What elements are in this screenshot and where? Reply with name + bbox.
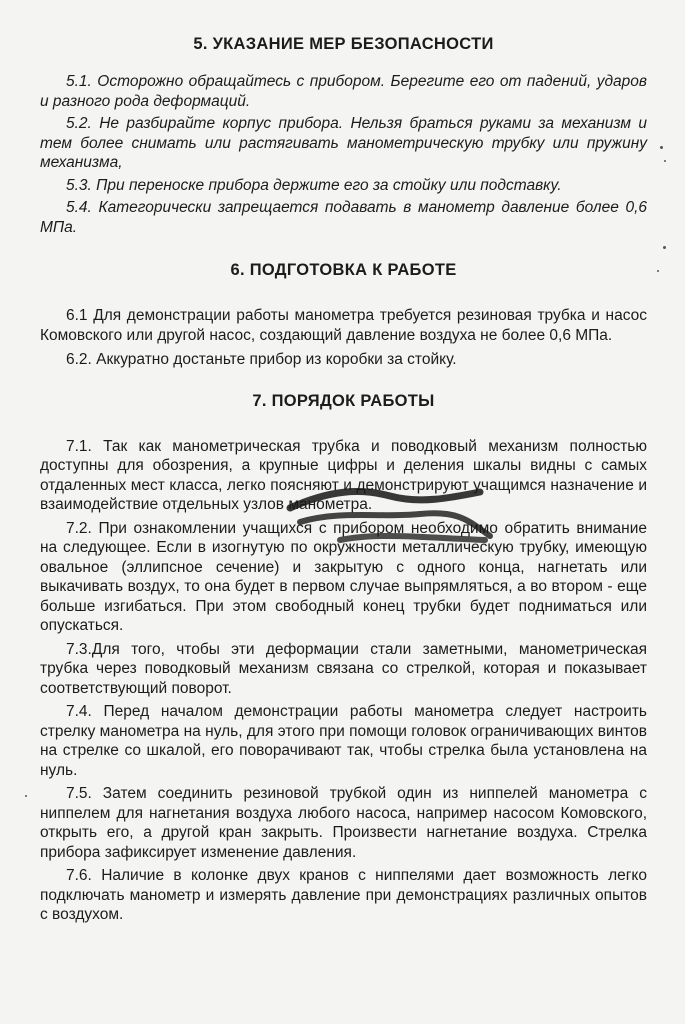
section-body-procedure — [40, 437, 647, 925]
scan-speck — [657, 270, 659, 272]
paragraph-7-2: 7.2. При ознакомлении учащихся с прибором необходимо обратить внимание на следующее. Если в изогнутую по окружности металлическую трубку, имеющую овальное (эллипсное сечение) и закрытую с одного конца, нагнетать или выкачивать воздух, то она будет в первом случае выпрямляться, а во втором - еще больше изгибаться. При этом свободный конец трубки будет подниматься или опускаться. — [40, 519, 647, 634]
scan-speck — [660, 146, 663, 149]
paragraph-6-2: 6.2. Аккуратно достаньте прибор из коробки за стойку. — [66, 351, 457, 368]
scan-speck — [663, 246, 666, 249]
section-heading-preparation: 6. ПОДГОТОВКА К РАБОТЕ — [230, 261, 457, 279]
paragraph-5-1: 5.1. Осторожно обращайтесь с прибором. Берегите его от падений, ударов и разного рода деформаций. — [40, 73, 647, 110]
paragraph-7-6: 7.6. Наличие в колонке двух кранов с ниппелями дает возможность легко подключать манометр и измерять давление при демонстрациях различных опытов с воздухом. — [40, 867, 647, 923]
section-body-safety — [40, 72, 647, 237]
section-body-preparation — [40, 306, 647, 370]
paragraph-5-2: 5.2. Не разбирайте корпус прибора. Нельзя браться руками за механизм и тем более снимать или растягивать манометрическую трубку или пружину механизма, — [40, 115, 647, 171]
paragraph-7-1: 7.1. Так как манометрическая трубка и поводковый механизм полностью доступны для обозрения, а крупные цифры и деления шкалы видны с самых отдаленных мест класса, легко поясняют и демонстрируют учащимся назначение и взаимодействие отдельных узлов манометра. — [40, 437, 647, 513]
paragraph-5-4: 5.4. Категорически запрещается подавать в манометр давление более 0,6 МПа. — [40, 199, 647, 236]
scan-speck — [664, 160, 666, 162]
paragraph-7-5: 7.5. Затем соединить резиновой трубкой один из ниппелей манометра с ниппелем для нагнетания воздуха любого насоса, например насосом Комовского, открыть его, а другой кран закрыть. Произвести нагнетание воздуха. Стрелка прибора зафиксирует изменение давления. — [40, 785, 647, 861]
section-heading-safety: 5. УКАЗАНИЕ МЕР БЕЗОПАСНОСТИ — [193, 35, 494, 53]
paragraph-7-4: 7.4. Перед началом демонстрации работы манометра следует настроить стрелку манометра на нуль, для этого при помощи головок ограничивающих винтов на стрелке со шкалой, его поворачивают так, чтобы стрелка была установлена на нуль. — [40, 703, 647, 779]
paragraph-5-3: 5.3. При переноске прибора держите его за стойку или подставку. — [66, 176, 562, 194]
section-heading-procedure: 7. ПОРЯДОК РАБОТЫ — [252, 391, 435, 410]
scan-speck — [25, 795, 27, 797]
paragraph-6-1: 6.1 Для демонстрации работы манометра требуется резиновая трубка и насос Комовского или другой насос, создающий давление воздуха не более 0,6 МПа. — [40, 307, 647, 344]
paragraph-7-3: 7.3.Для того, чтобы эти деформации стали заметными, манометрическая трубка через поводковый механизм связана со стрелкой, которая и показывает соответствующий поворот. — [40, 640, 647, 697]
